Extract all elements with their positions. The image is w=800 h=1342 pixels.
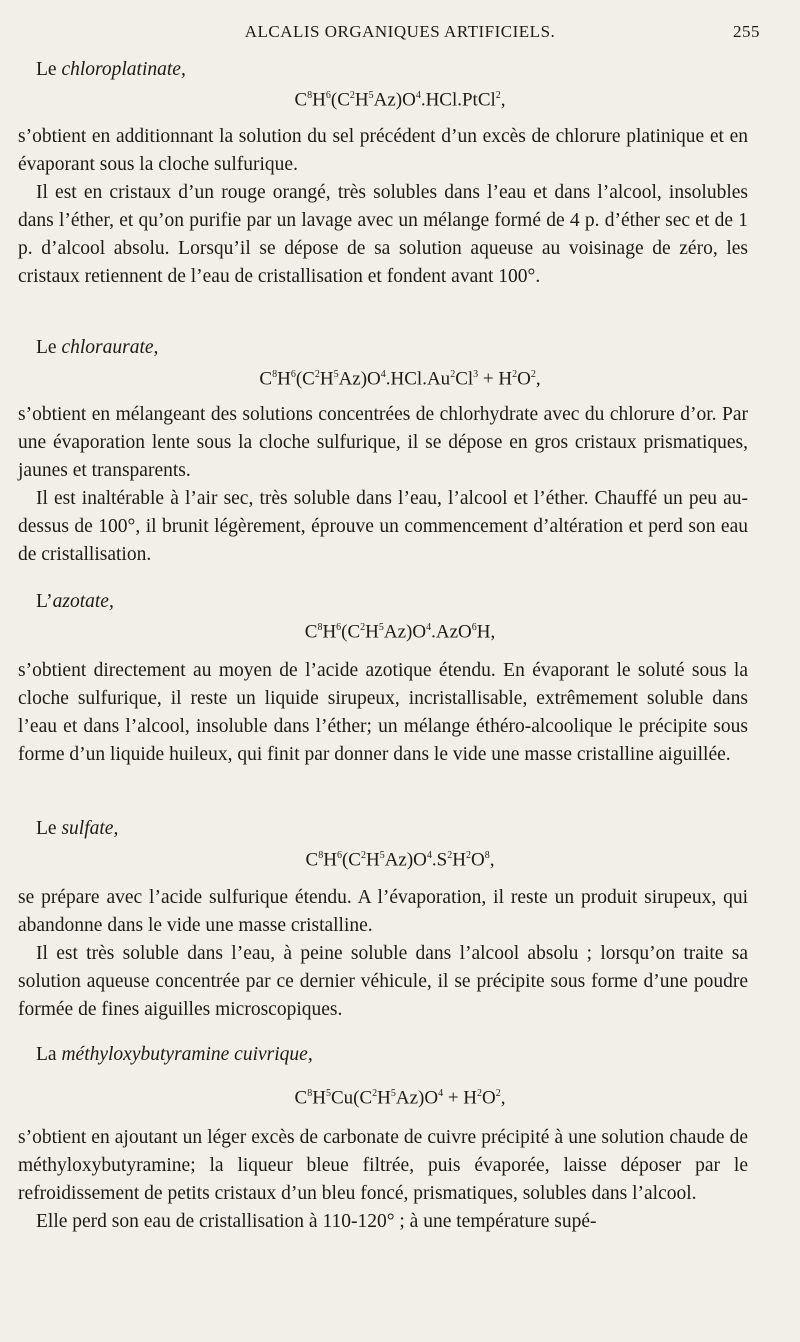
page-header: [0, 22, 800, 46]
formula-chloraurate: $C^8H^6(C^2H^5Az)O^4.HCl.Au^2Cl^3 + H^2O^2$,: [259, 368, 541, 390]
lead-article: La: [36, 1044, 57, 1065]
section-text-chloraurate: [18, 401, 748, 569]
running-title: ALCALIS ORGANIQUES ARTIFICIELS.: [244, 22, 556, 41]
paragraph: Il est très soluble dans l’eau, à peine soluble dans l’alcool absolu ; lorsqu’on traite sa solution aqueuse concentrée par ce dernier véhicule, il se précipite sous forme d’une poudre formée de fines aiguilles microscopiques.: [18, 943, 748, 1020]
page-number: 255: [733, 22, 760, 41]
section-text-chloroplatinate: [18, 123, 748, 291]
section-lead-chloraurate: [36, 334, 158, 362]
paragraph: Elle perd son eau de cristallisation à 110-120° ; à une température supé-: [36, 1211, 597, 1232]
paragraph: s’obtient en additionnant la solution du sel précédent d’un excès de chlorure platinique et en évaporant sous la cloche sulfurique.: [18, 126, 748, 175]
formula-sulfate: $C^8H^6(C^2H^5Az)O^4.S^2H^2O^8$,: [305, 849, 495, 871]
section-text-azotate: [18, 657, 748, 769]
paragraph: s’obtient en mélangeant des solutions concentrées de chlorhydrate avec du chlorure d’or. Par une évaporation lente sous la cloche sulfurique, il se dépose en gros cristaux prismatiques, jaunes et transparents.: [18, 404, 748, 481]
section-lead-sulfate: [36, 815, 118, 843]
section-lead-methyloxybutyramine: [36, 1041, 313, 1069]
compound-name: chloraurate,: [61, 337, 159, 358]
formula-methyloxybutyramine-cuivrique: $C^8H^5Cu(C^2H^5Az)O^4 + H^2O^2$,: [294, 1087, 506, 1109]
compound-name: méthyloxybutyramine cuivrique,: [61, 1044, 313, 1065]
paragraph: se prépare avec l’acide sulfurique étendu. A l’évaporation, il reste un produit sirupeux, qui abandonne dans le vide une masse cristalline.: [18, 887, 748, 936]
lead-article: L’: [36, 591, 53, 612]
lead-article: Le: [36, 59, 57, 80]
lead-article: Le: [36, 337, 57, 358]
compound-name: azotate,: [52, 591, 114, 612]
formula-azotate: $C^8H^6(C^2H^5Az)O^4.AzO^6H$,: [304, 621, 496, 643]
paragraph: Il est inaltérable à l’air sec, très soluble dans l’eau, l’alcool et l’éther. Chauffé un peu au-dessus de 100°, il brunit légèrement, éprouve un commencement d’altération et perd son eau de cristallisation.: [18, 488, 748, 565]
section-lead-chloroplatinate: [36, 56, 186, 84]
lead-article: Le: [36, 818, 57, 839]
paragraph: s’obtient en ajoutant un léger excès de carbonate de cuivre précipité à une solution chaude de méthyloxybutyramine; la liqueur bleue filtrée, puis évaporée, laisse déposer par le refroidissement de petits cristaux d’un bleu foncé, prismatiques, solubles dans l’alcool.: [18, 1127, 748, 1204]
section-text-sulfate: [18, 884, 748, 1024]
section-lead-azotate: [36, 588, 114, 616]
compound-name: sulfate,: [61, 818, 119, 839]
section-text-methyloxybutyramine: [18, 1124, 748, 1236]
formula-chloroplatinate: $C^8H^6(C^2H^5Az)O^4.HCl.PtCl^2$,: [294, 89, 506, 111]
paragraph: Il est en cristaux d’un rouge orangé, très solubles dans l’eau et dans l’alcool, insolubles dans l’éther, et qu’on purifie par un lavage avec un mélange formé de 4 p. d’éther sec et de 1 p. d’alcool absolu. Lorsqu’il se dépose de sa solution aqueuse au voisinage de zéro, les cristaux retiennent de l’eau de cristallisation et fondent avant 100°.: [18, 182, 748, 287]
paragraph: s’obtient directement au moyen de l’acide azotique étendu. En évaporant le soluté sous la cloche sulfurique, il reste un liquide sirupeux, incristallisable, extrêmement soluble dans l’eau et dans l’alcool, insoluble dans l’éther; un mélange éthéro-alcoolique le précipite sous forme d’un liquide huileux, qui finit par donner dans le vide une masse cristalline aiguillée.: [18, 660, 748, 765]
compound-name: chloroplatinate,: [61, 59, 186, 80]
